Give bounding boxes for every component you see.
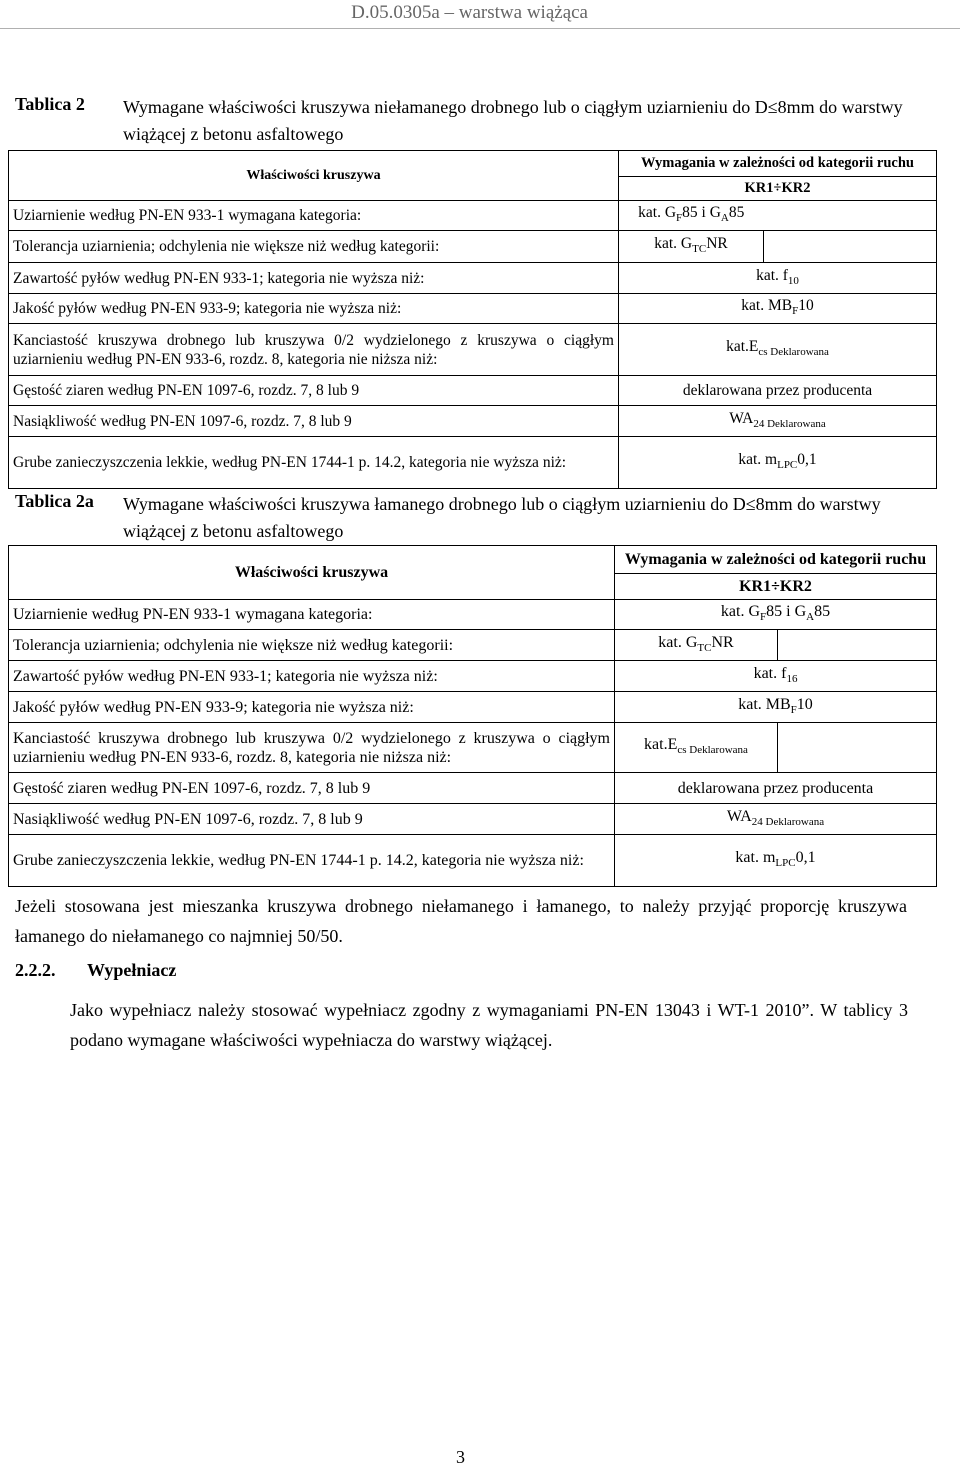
table1 [8,150,937,489]
page-header [0,2,960,29]
table2-row-prop: Grube zanieczyszczenia lekkie, według PN-EN 1744-1 p. 14.2, kategoria nie wyższa niż: [9,835,615,887]
table2-row-prop: Jakość pyłów według PN-EN 933-9; kategoria nie wyższa niż: [9,692,615,723]
table1-row-val: $WA_{24 Deklarowana}$ [619,406,937,437]
table2-head-prop: Właściwości kruszywa [9,546,615,600]
table2-row-prop: Uziarnienie według PN-EN 933-1 wymagana kategoria: [9,600,615,630]
table2-row-val: $kat.E_{cs Deklarowana}$ [615,723,778,773]
table1-row-val: $kat.E_{cs Deklarowana}$ [619,324,937,376]
table1-row-prop: Grube zanieczyszczenia lekkie, według PN-EN 1744-1 p. 14.2, kategoria nie wyższa niż: [9,437,619,489]
table1-row-val: deklarowana przez producenta [619,376,937,406]
section-title: Wypełniacz [87,960,177,980]
table1-row-prop: Kanciastość kruszywa drobnego lub kruszywa 0/2 wydzielonego z kruszywa o ciągłym uziarnieniu według PN-EN 933-6, rozdz. 8, kategoria nie niższa niż: [9,324,619,376]
table1-row-prop: Gęstość ziaren według PN-EN 1097-6, rozdz. 7, 8 lub 9 [9,376,619,406]
table1-head-kr: KR1÷KR2 [619,177,937,201]
table1-row-prop: Nasiąkliwość według PN-EN 1097-6, rozdz. 7, 8 lub 9 [9,406,619,437]
table1-label: Tablica 2 [15,94,85,114]
table1-row-val: kat. $G_{TC}NR$ [619,231,764,263]
table1-row-prop: Tolerancja uziarnienia; odchylenia nie większe niż według kategorii: [9,231,619,263]
table1-row-val: kat. $G_F85$ i $G_A85$ [619,201,764,231]
table2-row-val: kat. $m_{LPC}0,1$ [615,835,937,887]
table2-row-prop: Kanciastość kruszywa drobnego lub kruszywa 0/2 wydzielonego z kruszywa o ciągłym uziarnieniu według PN-EN 933-6, rozdz. 8, kategoria nie niższa niż: [9,723,615,773]
table1-row-prop: Jakość pyłów według PN-EN 933-9; kategoria nie wyższa niż: [9,294,619,324]
table1-row-prop: Zawartość pyłów według PN-EN 933-1; kategoria nie wyższa niż: [9,263,619,294]
table2-row-val: kat. $G_F85$ i $G_A85$ [615,600,937,630]
table2-head-req: Wymagania w zależności od kategorii ruchu [615,546,937,574]
table2-row-val: $WA_{24 Deklarowana}$ [615,804,937,835]
table2-row-val: kat. $MB_F10$ [615,692,937,723]
table1-caption: Wymagane właściwości kruszywa niełamanego drobnego lub o ciągłym uziarnieniu do D≤8mm do warstwy wiążącej z betonu asfaltowego [123,97,903,144]
table2-head-kr: KR1÷KR2 [615,574,937,600]
table2 [8,545,937,887]
section-number: 2.2.2. [15,960,56,980]
table2-caption: Wymagane właściwości kruszywa łamanego drobnego lub o ciągłym uziarnieniu do D≤8mm do warstwy wiążącej z betonu asfaltowego [123,494,881,541]
table2-label: Tablica 2a [15,491,94,511]
paragraph-mix: Jeżeli stosowana jest mieszanka kruszywa drobnego niełamanego i łamanego, to należy przyjąć proporcję kruszywa łamanego do niełamanego co najmniej 50/50. [15,896,907,946]
table2-row-val: kat. $G_{TC}NR$ [615,630,778,661]
table2-row-prop: Nasiąkliwość według PN-EN 1097-6, rozdz. 7, 8 lub 9 [9,804,615,835]
table2-row-prop: Gęstość ziaren według PN-EN 1097-6, rozdz. 7, 8 lub 9 [9,773,615,804]
table2-row-prop: Tolerancja uziarnienia; odchylenia nie większe niż według kategorii: [9,630,615,661]
table1-row-prop: Uziarnienie według PN-EN 933-1 wymagana kategoria: [9,201,619,231]
table2-row-prop: Zawartość pyłów według PN-EN 933-1; kategoria nie wyższa niż: [9,661,615,692]
table1-row-val: kat. $m_{LPC}0,1$ [619,437,937,489]
table1-head-prop: Właściwości kruszywa [9,151,619,201]
table1-head-req: Wymagania w zależności od kategorii ruchu [619,151,937,177]
table2-row-val: deklarowana przez producenta [615,773,937,804]
table1-row-val: kat. $f_{10}$ [619,263,937,294]
header-text: D.05.0305a – warstwa wiążąca [351,2,588,23]
table1-row-val: kat. $MB_F10$ [619,294,937,324]
paragraph-filler: Jako wypełniacz należy stosować wypełniacz zgodny z wymaganiami PN-EN 13043 i WT-1 2010”. W tablicy 3 podano wymagane właściwości wypełniacza do warstwy wiążącej. [70,1000,908,1050]
page-number: 3 [456,1447,465,1467]
table2-row-val: kat. $f_{16}$ [615,661,937,692]
